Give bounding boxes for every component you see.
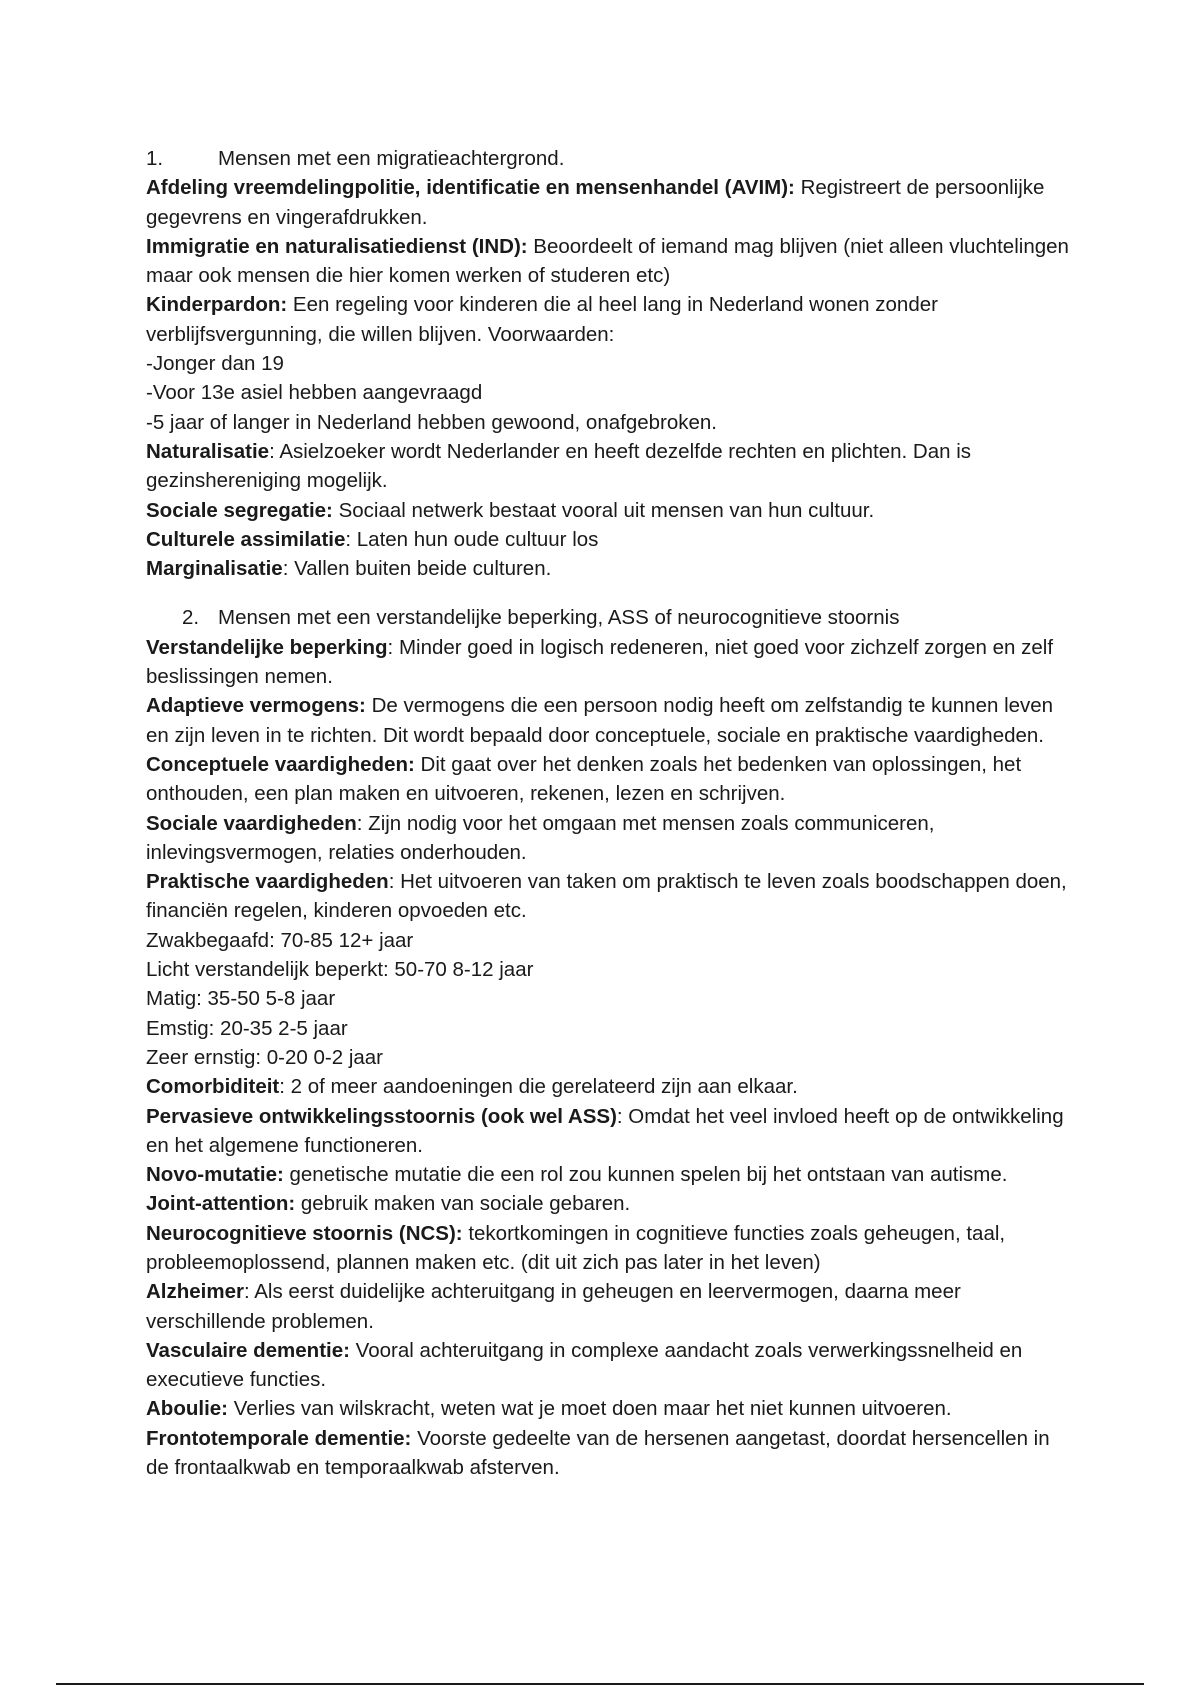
definition-text: Registreert de persoonlijke gegevrens en vingerafdrukken. [146,176,1045,229]
definition-term: Verstandelijke beperking [146,635,388,659]
definition-term: Novo-mutatie: [146,1163,284,1187]
definition-term: Immigratie en naturalisatiedienst (IND): [146,234,528,258]
definition-term: Conceptuele vaardigheden: [146,752,415,776]
section-number: 2. [182,606,200,630]
definition-term: Frontotemporale dementie: [146,1426,412,1450]
definition-text: Sociaal netwerk bestaat vooral uit mensen van hun cultuur. [332,498,875,522]
definition-text: Beoordeelt of iemand mag blijven (niet alleen vluchtelingen maar ook mensen die hier komen werken of studeren etc) [146,234,1069,288]
definition-text: Vooral achteruitgang in complexe aandacht zoals verwerkingssnelheid en executieve functies. [146,1338,1023,1392]
section-title: Mensen met een migratieachtergrond. [218,147,565,170]
definition-text: tekortkomingen in cognitieve functies zoals geheugen, taal, probleemoplossend, plannen maken etc. (dit uit zich pas later in het leven) [146,1221,1006,1274]
definition-marginalisatie [146,554,1076,583]
section-title: Mensen met een verstandelijke beperking, ASS of neurocognitieve stoornis [218,606,900,630]
section-heading-migration [146,144,1076,173]
definition-praktische-vaardigheden [146,867,1076,926]
definition-term: Adaptieve vermogens: [146,694,366,718]
definition-text: : Het uitvoeren van taken om praktisch te leven zoals boodschappen doen, financiën regelen, kinderen opvoeden etc. [146,870,1067,923]
document-body [146,144,1076,1482]
definition-text: : 2 of meer aandoeningen die gerelateerd zijn aan elkaar. [279,1075,798,1099]
definition-aboulie [146,1394,1076,1423]
definition-term: Sociale segregatie: [146,498,333,522]
definition-adaptieve-vermogens [146,691,1076,750]
definition-term: Afdeling vreemdelingpolitie, identificatie en mensenhandel (AVIM): [146,176,795,200]
definition-text: : Omdat het veel invloed heeft op de ontwikkeling en het algemene functioneren. [146,1104,1064,1157]
definition-text: De vermogens die een persoon nodig heeft om zelfstandig te kunnen leven en zijn leven in te richten. Dit wordt bepaald door conceptuele, sociale en praktische vaardigheden. [146,694,1054,747]
definition-kinderpardon [146,290,1076,349]
level-item: Licht verstandelijk beperkt: 50-70 8-12 jaar [146,958,534,982]
definition-text: Voorste gedeelte van de hersenen aangetast, doordat hersencellen in de frontaalkwab en temporaalkwab afsterven. [146,1426,1050,1480]
level-item: Zeer ernstig: 0-20 0-2 jaar [146,1045,384,1069]
level-item: Zwakbegaafd: 70-85 12+ jaar [146,928,414,952]
definition-term: Alzheimer [146,1280,244,1304]
condition-item: -Jonger dan 19 [146,352,284,376]
definition-conceptuele-vaardigheden [146,750,1076,809]
definition-text: Dit gaat over het denken zoals het bedenken van oplossingen, het onthouden, een plan maken en uitvoeren, rekenen, lezen en schrijven. [146,752,1022,806]
definition-text: : Asielzoeker wordt Nederlander en heeft dezelfde rechten en plichten. Dan is gezinshereniging mogelijk. [146,439,972,493]
definition-frontotemporale-dementie [146,1424,1076,1483]
definition-text: genetische mutatie die een rol zou kunnen spelen bij het ontstaan van autisme. [283,1163,1008,1187]
definition-neurocognitieve-stoornis [146,1219,1076,1278]
level-item: Emstig: 20-35 2-5 jaar [146,1016,348,1040]
definition-text: : Minder goed in logisch redeneren, niet goed voor zichzelf zorgen en zelf beslissingen nemen. [146,635,1054,689]
definition-term: Neurocognitieve stoornis (NCS): [146,1221,463,1245]
definition-term: Praktische vaardigheden [146,870,389,894]
definition-text: : Als eerst duidelijke achteruitgang in geheugen en leervermogen, daarna meer verschillende problemen. [146,1280,961,1333]
definition-naturalisatie [146,437,1076,496]
definition-term: Kinderpardon: [146,293,288,317]
definition-verstandelijke-beperking [146,633,1076,692]
definition-term: Aboulie: [146,1397,228,1421]
definition-comorbiditeit [146,1072,1076,1101]
definition-text: : Laten hun oude cultuur los [345,527,599,551]
definition-novo-mutatie [146,1160,1076,1189]
definition-term: Vasculaire dementie: [146,1338,350,1362]
definition-term: Pervasieve ontwikkelingsstoornis (ook wel ASS) [146,1104,617,1128]
definition-text: : Vallen buiten beide culturen. [282,557,552,581]
definition-sociale-segregatie [146,496,1076,525]
definition-vasculaire-dementie [146,1336,1076,1395]
definition-term: Joint-attention: [146,1192,296,1216]
definition-pervasieve-ontwikkelingsstoornis [146,1102,1076,1161]
condition-item: -Voor 13e asiel hebben aangevraagd [146,381,483,405]
definition-text: Een regeling voor kinderen die al heel lang in Nederland wonen zonder verblijfsvergunning, die willen blijven. Voorwaarden: [146,293,938,346]
condition-item: -5 jaar of langer in Nederland hebben gewoond, onafgebroken. [146,410,717,434]
definition-sociale-vaardigheden [146,809,1076,868]
page-divider [56,1683,1144,1685]
level-item: Matig: 35-50 5-8 jaar [146,987,336,1011]
definition-avim [146,173,1076,232]
section-heading-disability [146,603,1076,632]
definition-culturele-assimilatie [146,525,1076,554]
definition-term: Naturalisatie [146,439,270,463]
definition-joint-attention [146,1189,1076,1218]
definition-term: Comorbiditeit [146,1075,280,1099]
definition-text: Verlies van wilskracht, weten wat je moet doen maar het niet kunnen uitvoeren. [228,1397,952,1421]
definition-term: Culturele assimilatie [146,527,346,551]
definition-term: Marginalisatie [146,557,283,581]
definition-text: gebruik maken van sociale gebaren. [295,1192,631,1216]
definition-text: : Zijn nodig voor het omgaan met mensen zoals communiceren, inlevingsvermogen, relaties onderhouden. [146,811,935,864]
definition-term: Sociale vaardigheden [146,811,357,835]
definition-ind [146,232,1076,291]
definition-alzheimer [146,1277,1076,1336]
section-number: 1. [146,147,164,170]
